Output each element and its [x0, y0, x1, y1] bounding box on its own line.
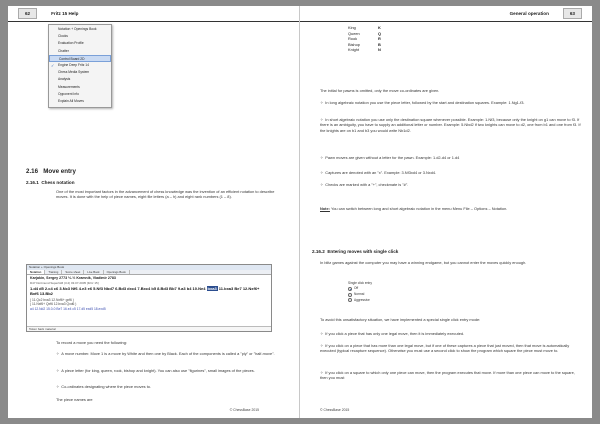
bullet-text: A piece letter (for king, queen, rook, bishop and knight). You can also use "figurines", small images of the pieces.: [61, 368, 255, 373]
menu-item[interactable]: [49, 40, 111, 47]
piece-name: Queen: [348, 30, 360, 36]
piece-letter: B: [378, 41, 381, 47]
bullet-text: In short algebraic notation you use only the destination square whenever possible. Example: 1.Nf3, because only the knight on g1 can move to f3. If there is an ambiguity, you have to supply an additional letter or number. Example: 5.Nbd2 if two knights can move to d2, one from b1 and one from f3. If the knights are on b1 and b3 you would write Nb1d2.: [320, 117, 581, 133]
menu-item-label: Notation + Openings Book: [58, 27, 97, 31]
bullet-icon: ✧: [56, 384, 60, 389]
menu-item[interactable]: [49, 91, 111, 98]
bullet-item: [56, 351, 288, 356]
radio-icon[interactable]: [348, 293, 352, 297]
pawn-note: The initial for pawns is omitted, only the move co-ordinates are given.: [320, 88, 440, 93]
current-move: bxa3: [207, 286, 217, 291]
menu-item-label: Chatter: [58, 48, 69, 53]
radio-label: Normal: [354, 291, 365, 296]
variation-3: a4 12.Nd2 15.0-0 Be7 16.e4 c5 17.d5 exd5 18.exd5: [30, 307, 106, 311]
window-title: Notation + Openings Book: [27, 265, 271, 270]
page-number: 63: [563, 8, 582, 19]
variation-1: ( 11.Qc2 bxa3 12.Nxf6+ gxf6 ): [30, 297, 74, 302]
subsection-title: Chess notation: [41, 180, 75, 185]
bullet-text: Checks are marked with a "+", checkmate is "#".: [325, 182, 409, 187]
menu-item-label: Clocks: [58, 34, 68, 39]
bullet-item: [320, 370, 582, 381]
left-page-header: [8, 6, 299, 22]
menu-item-label: Measurements: [58, 84, 80, 89]
radio-icon[interactable]: [348, 287, 352, 291]
bullet-icon: ✧: [320, 170, 324, 175]
bullet-text: In long algebraic notation you use the piece letter, followed by the start and destination squares. Example: 1.Ng1-f3.: [325, 100, 525, 105]
single-click-intro: In blitz games against the computer you may have a winning endgame, but you cannot enter the moves quickly enough.: [320, 260, 527, 265]
radio-label: Aggressive: [354, 297, 370, 302]
menu-item[interactable]: [49, 48, 111, 55]
menu-item-label: Engine Deep Fritz 14: [58, 62, 89, 67]
menu-item[interactable]: [49, 55, 111, 62]
note-paragraph: [320, 206, 580, 211]
game-header: Karjakin, Sergey 2773 ½-½ Kramnik, Vladimir 2783: [30, 276, 116, 280]
bullet-icon: ✧: [320, 100, 324, 105]
piece-name: Rook: [348, 36, 358, 42]
menu-item[interactable]: [49, 33, 111, 40]
notation-tab[interactable]: Notation: [27, 270, 45, 274]
bullet-icon: ✧: [320, 155, 324, 160]
piece-letter: N: [378, 47, 381, 53]
menu-item-label: Control Board 2D: [59, 56, 85, 61]
bullet-item: [56, 368, 288, 373]
header-title: General operation: [509, 11, 549, 16]
bullet-item: [320, 170, 582, 175]
notation-tab[interactable]: Training: [45, 270, 62, 274]
main-line: [27, 285, 271, 298]
subsection-number: 2.16.2: [312, 249, 325, 254]
piece-table: [348, 25, 381, 53]
menu-item-label: Chess Media System: [58, 70, 90, 75]
unsatisfactory-paragraph: To avoid this unsatisfactory situation, we have implemented a special single click entry mode:: [320, 317, 481, 322]
checkmark-icon: ✓: [51, 62, 55, 68]
bullet-item: [320, 155, 582, 160]
bullet-icon: ✧: [320, 182, 324, 187]
bullet-item: [320, 343, 582, 354]
piece-letter: R: [378, 36, 381, 42]
subsection-heading: [26, 180, 75, 185]
piece-row: [348, 47, 381, 53]
bullet-item: [320, 100, 582, 105]
section-title: Move entry: [43, 168, 76, 175]
menu-item[interactable]: [49, 62, 111, 69]
header-title: Fritz 15 Help: [51, 11, 79, 16]
piece-name: King: [348, 25, 356, 30]
menu-item[interactable]: [49, 98, 111, 105]
menu-item[interactable]: [49, 84, 111, 91]
bullet-text: Co-ordinates designating where the piece moves to.: [61, 384, 152, 389]
bullet-text: If you click a piece that has only one legal move, then it is immediately executed.: [325, 331, 465, 336]
right-page-header: [300, 6, 592, 22]
moves-rest: 11.bxa3 Be7 12.Nxf6+ Bxf6 13.Bb2: [30, 286, 260, 297]
subsection-number: 2.16.1: [26, 180, 39, 185]
radio-label: Off: [354, 286, 359, 290]
piece-letter: Q: [378, 30, 382, 36]
bullet-icon: ✧: [56, 351, 60, 356]
bullet-text: A move number. Move 1 is a move by White and then one by Black. Each of the components is called a "ply" or "half-move".: [61, 351, 275, 356]
record-intro: To record a move you need the following:: [56, 340, 127, 345]
menu-item[interactable]: [49, 69, 111, 76]
notation-window-screenshot: [26, 264, 272, 332]
note-text: You can switch between long and short algebraic notation in the menu Menu File – Options – Notation.: [330, 206, 508, 211]
bullet-icon: ✧: [56, 368, 60, 373]
right-page: [300, 6, 592, 418]
notation-tab[interactable]: Live Book: [84, 270, 103, 274]
bullet-icon: ✧: [320, 117, 324, 122]
right-footer: © ChessBase 2015: [320, 408, 350, 412]
menu-item[interactable]: [49, 26, 111, 33]
notation-tab[interactable]: Openings Book: [104, 270, 130, 274]
menu-item-label: Evaluation Profile: [58, 41, 84, 46]
menu-item-label: Analysis: [58, 77, 71, 82]
bullet-item: [56, 384, 288, 389]
status-bar: Token back material: [27, 326, 271, 331]
piece-letter: K: [378, 25, 381, 30]
piece-names-intro: The piece names are: [56, 397, 93, 402]
left-footer: © ChessBase 2015: [229, 408, 259, 412]
options-list: [348, 286, 392, 303]
notation-tab[interactable]: Score sheet: [62, 270, 84, 274]
bullet-item: [320, 117, 582, 133]
section-number: 2.16: [26, 168, 39, 175]
book-spread: [8, 6, 592, 418]
note-label: Note:: [320, 206, 330, 211]
menu-item-label: Explain All Moves: [58, 98, 84, 103]
menu-item[interactable]: [49, 76, 111, 83]
left-page: [8, 6, 300, 418]
radio-icon[interactable]: [348, 298, 352, 302]
bullet-item: [320, 182, 582, 187]
single-click-options-screenshot: [348, 281, 392, 307]
page-number: 62: [18, 8, 37, 19]
radio-option[interactable]: [348, 298, 392, 304]
bullet-icon: ✧: [320, 343, 324, 348]
menu-item-label: Opponent Info: [58, 91, 79, 96]
options-title: Single click entry: [348, 281, 372, 285]
bullet-text: If you click on a piece that has more than one legal move, but if one of these captures a piece that just moved, then that move is automatically executed (typical recapture sequence). Otherwise you must use a second click to show the program which square the piece must move to.: [320, 343, 570, 354]
moves-text: 1.d4 d5 2.c4 c6 3.Nc3 Nf6 4.e3 e6 5.Nf3 Nbd7 6.Bd3 dxc4 7.Bxc4 b5 8.Bd3 Bb7 9.a3 b4 10.Ne4: [30, 286, 206, 291]
variation-2: ( 11.Nxf6+ Qxf6 12.bxa3 Qxd6 ): [30, 302, 77, 307]
piece-name: Knight: [348, 47, 360, 53]
bullet-text: Captures are denoted with an "x". Example: 3.Nf3xd4 or 3.Nxd4.: [325, 170, 437, 175]
bullet-text: Pawn moves are given without a letter for the pawn. Example: 1.d2-d4 or 1.d4: [325, 155, 460, 160]
bullet-icon: ✧: [320, 331, 324, 336]
piece-name: Bishop: [348, 41, 360, 47]
bullet-icon: ✧: [320, 370, 324, 375]
game-subheader: D47 Dortmund SuperGM (3.2) 03.07.2005 [Fritz 15]: [30, 281, 99, 285]
intro-paragraph: One of the most important factors in the advancement of chess knowledge was the invention of an efficient notation to describe moves. It is done with the help of piece names, eight file letters (a – h) and eight rank numbers (1 – 8).: [56, 189, 275, 200]
subsection-title: Entering moves with single click: [327, 249, 399, 254]
section-heading: [26, 168, 76, 175]
bullet-text: If you click on a square to which only one piece can move, then the program executes that move. If more than one piece can move to the square, then you must: [320, 370, 575, 381]
subsection-heading: [312, 249, 398, 254]
bullet-item: [320, 331, 582, 336]
window-menu-screenshot: [48, 24, 112, 108]
